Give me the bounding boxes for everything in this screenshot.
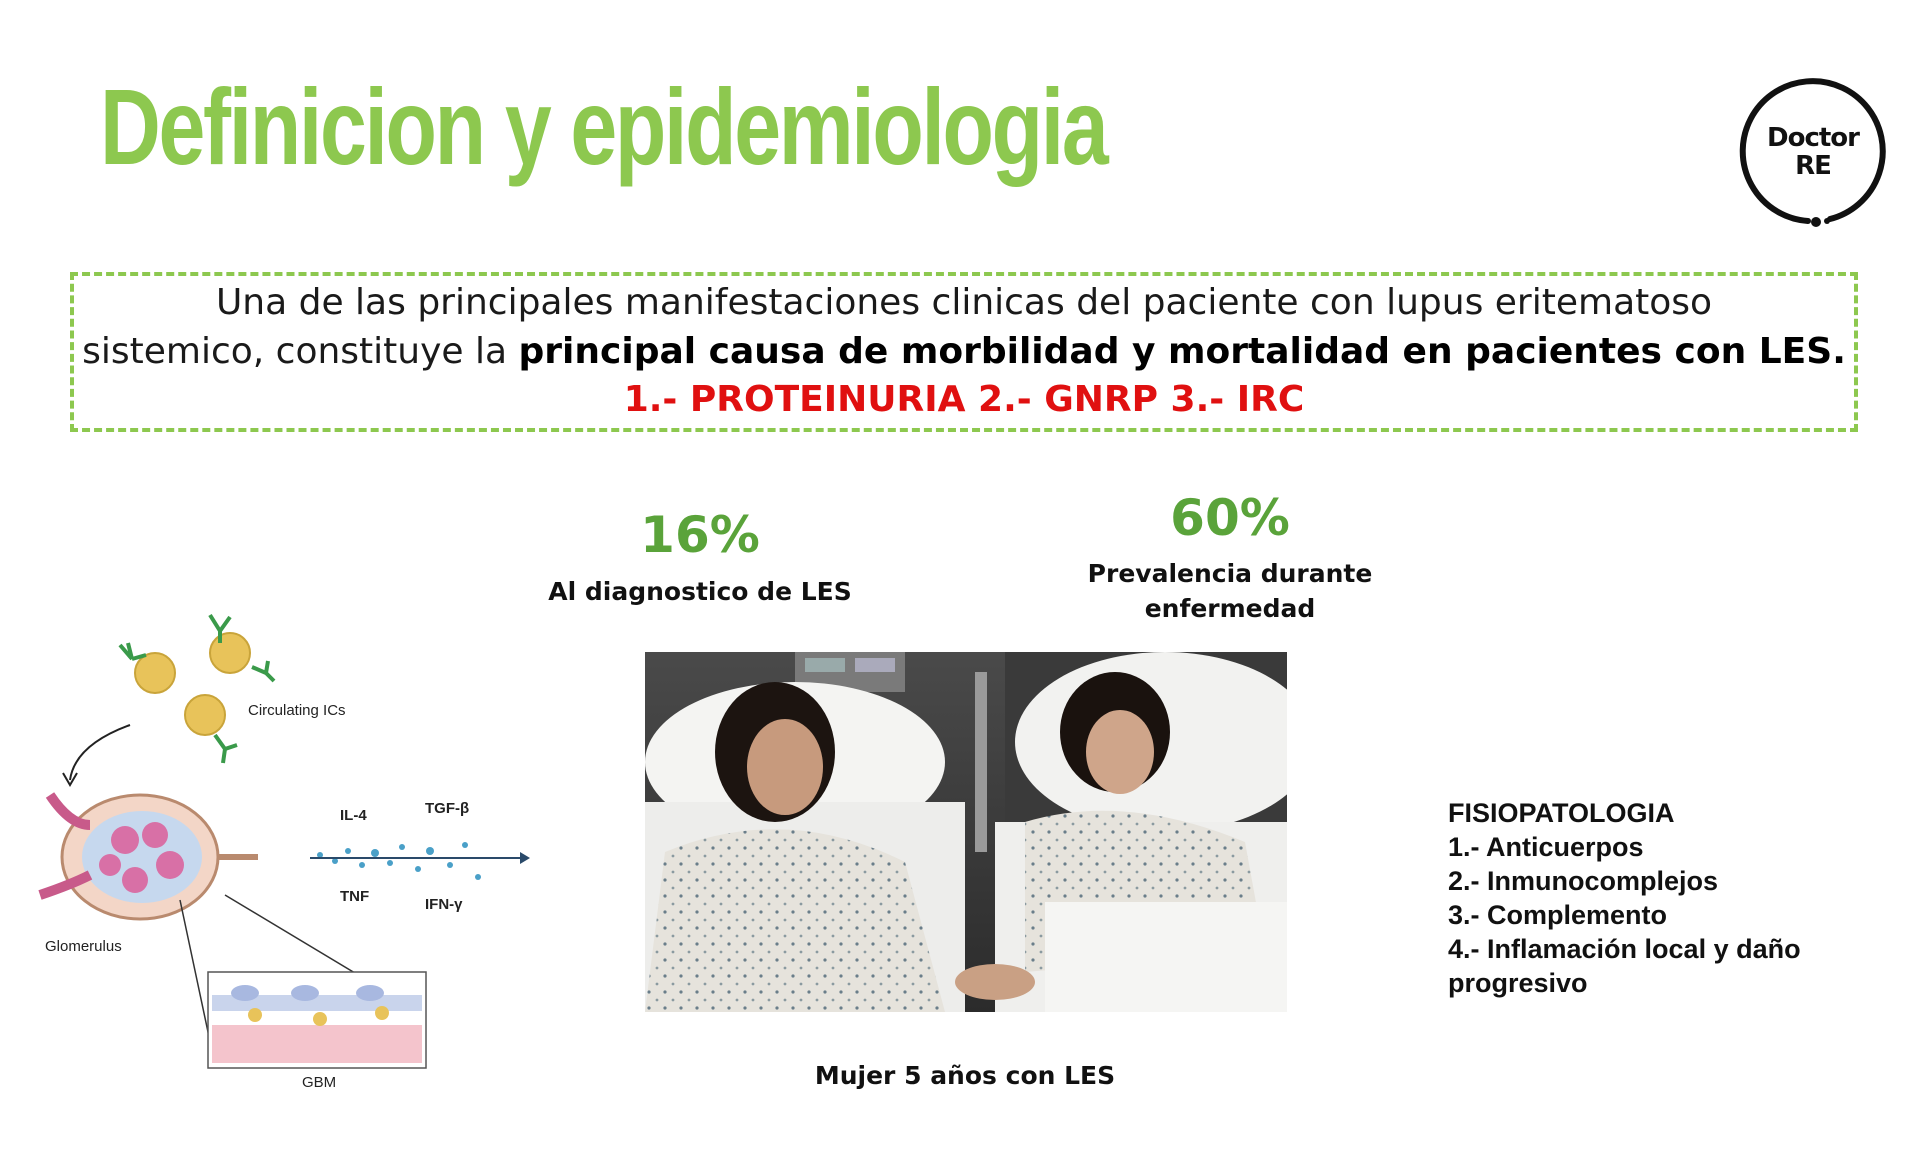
logo-line-2: RE — [1795, 151, 1831, 181]
fisiopatologia-item: 3.- Complemento — [1448, 900, 1668, 930]
circulating-ics-label: Circulating ICs — [248, 702, 346, 719]
glomerulus-label: Glomerulus — [45, 938, 122, 955]
definition-line-2-bold: principal causa de morbilidad y mortalidad en pacientes con LES. — [518, 331, 1846, 372]
fisiopatologia-item: 4.- Inflamación local y daño — [1448, 934, 1801, 964]
logo-text — [1738, 124, 1888, 180]
stat-prevalence-label-line-1: Prevalencia durante — [1087, 559, 1373, 588]
complications-list: 1.- PROTEINURIA 2.- GNRP 3.- IRC — [623, 379, 1305, 420]
il4-label: IL-4 — [340, 807, 367, 824]
immune-complex-icon — [120, 643, 175, 693]
hospital-patients-photo — [645, 652, 1287, 1012]
definition-line-2-plain: sistemico, constituye la — [82, 331, 519, 372]
arrow-right-icon — [520, 852, 530, 864]
immune-complex-icon — [185, 695, 237, 763]
definition-line-1: Una de las principales manifestaciones clinicas del paciente con lupus eritematoso — [215, 282, 1713, 323]
fisiopatologia-block — [1448, 796, 1868, 1000]
stat-prevalence-label-line-2: enfermedad — [1144, 594, 1316, 623]
stat-diagnosis-label: Al diagnostico de LES — [548, 577, 852, 606]
logo-line-1: Doctor — [1767, 123, 1859, 153]
fisiopatologia-title: FISIOPATOLOGIA — [1448, 798, 1675, 828]
tgf-label: TGF-β — [425, 800, 470, 817]
stat-prevalence-label — [1060, 556, 1400, 626]
gbm-label: GBM — [302, 1074, 337, 1091]
immune-complex-diagram — [30, 595, 550, 1095]
cytokine-dots — [317, 842, 481, 880]
definition-text — [74, 278, 1854, 376]
page-title: Definicion y epidemiologia — [100, 66, 1107, 187]
fisiopatologia-item: 1.- Anticuerpos — [1448, 832, 1644, 862]
tnf-label: TNF — [340, 888, 370, 905]
definition-line-2 — [74, 327, 1854, 376]
ifn-label: IFN-γ — [425, 896, 463, 913]
fisiopatologia-item: progresivo — [1448, 968, 1588, 998]
stat-prevalence-value: 60% — [1170, 489, 1290, 547]
photo-caption: Mujer 5 años con LES — [814, 1061, 1116, 1090]
immune-complex-icon — [210, 615, 274, 681]
glomerulus-icon — [40, 795, 258, 919]
fisiopatologia-item: 2.- Inmunocomplejos — [1448, 866, 1719, 896]
stat-diagnosis-value: 16% — [640, 506, 760, 564]
